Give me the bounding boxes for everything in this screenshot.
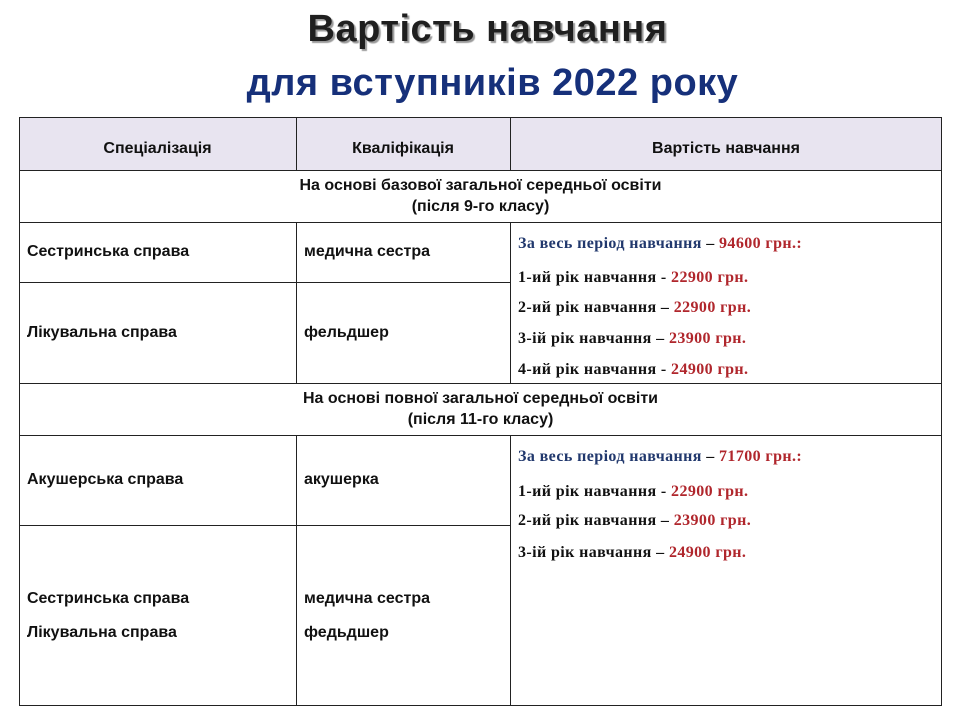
- qualification-cell: медична сестра: [304, 243, 431, 260]
- table-border: [19, 525, 510, 526]
- cost-total-line: За весь період навчання – 94600 грн.:: [518, 235, 803, 252]
- column-header-specialization: Спеціалізація: [19, 117, 296, 170]
- table-border: [296, 435, 297, 706]
- cost-year-line: 4-ий рік навчання - 24900 грн.: [518, 361, 749, 378]
- table-border: [19, 117, 942, 118]
- specialization-cell: Акушерська справа: [27, 471, 184, 488]
- section-heading-basic: [19, 170, 942, 222]
- table-border: [19, 705, 942, 706]
- section-heading-full: [19, 383, 942, 435]
- page-subtitle: для вступників 2022 року: [246, 62, 739, 104]
- table-border: [510, 117, 511, 170]
- cost-year-line: 3-ій рік навчання – 24900 грн.: [518, 544, 747, 561]
- table-border: [19, 282, 510, 283]
- table-border: [510, 222, 511, 383]
- qualification-cell: акушерка: [304, 471, 379, 488]
- specialization-line: Лікувальна справа: [27, 623, 177, 641]
- column-header-cost: Вартість навчання: [510, 117, 942, 170]
- qualification-cell: фельдшер: [304, 323, 389, 341]
- section-heading-line: На основі повної загальної середньої освіти: [302, 390, 659, 407]
- table-border: [296, 117, 297, 170]
- specialization-cell: Лікувальна справа: [27, 323, 177, 341]
- table-border: [19, 117, 20, 706]
- specialization-line: Сестринська справа: [27, 589, 190, 607]
- specialization-cell: Сестринська справа: [27, 243, 190, 260]
- section-heading-line: На основі базової загальної середньої освіти: [299, 177, 662, 194]
- column-header-qualification: Кваліфікація: [296, 117, 510, 170]
- table-border: [510, 435, 511, 706]
- table-border: [941, 117, 942, 706]
- cost-year-line: 2-ий рік навчання – 23900 грн.: [518, 512, 752, 529]
- qualification-line: медична сестра: [304, 589, 431, 607]
- cost-year-line: 2-ий рік навчання – 22900 грн.: [518, 299, 752, 316]
- cost-year-line: 1-ий рік навчання - 22900 грн.: [518, 269, 749, 286]
- section-heading-line: (після 9-го класу): [411, 198, 550, 215]
- qualification-line: федьдшер: [304, 623, 389, 641]
- table-border: [19, 222, 942, 223]
- cost-year-line: 1-ий рік навчання - 22900 грн.: [518, 483, 749, 500]
- table-border: [19, 383, 942, 384]
- table-border: [19, 170, 942, 171]
- cost-total-line: За весь період навчання – 71700 грн.:: [518, 448, 803, 465]
- qualification-cell: [296, 525, 510, 706]
- cost-year-line: 3-ій рік навчання – 23900 грн.: [518, 330, 747, 347]
- tuition-table: [19, 117, 942, 706]
- table-border: [296, 222, 297, 383]
- specialization-cell: [19, 525, 296, 706]
- table-border: [19, 435, 942, 436]
- page-title: Вартість навчання: [307, 8, 668, 50]
- section-heading-line: (після 11-го класу): [407, 411, 554, 428]
